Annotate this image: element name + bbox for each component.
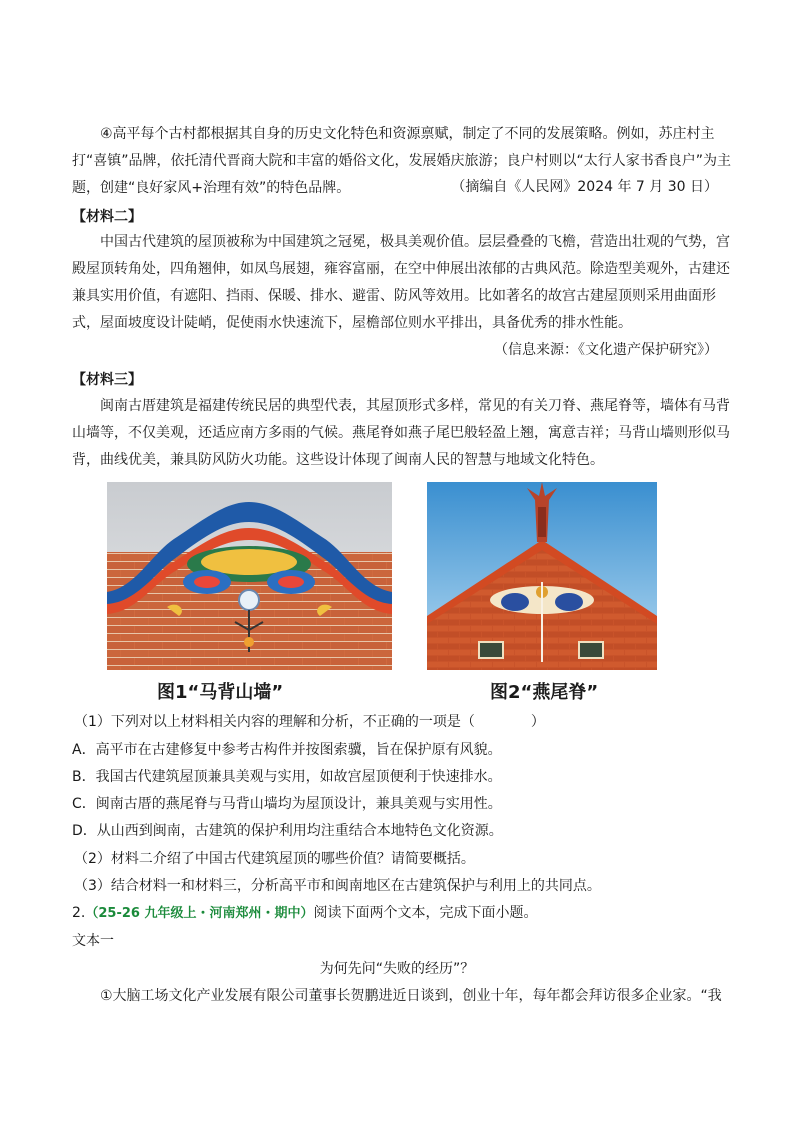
question-3: （3）结合材料一和材料三，分析高平市和闽南地区在古建筑保护与利用上的共同点。 [74, 878, 601, 894]
option-b: B．我国古代建筑屋顶兼具美观与实用，如故宫屋顶便利于快速排水。 [72, 769, 502, 785]
article-title: 为何先问“失败的经历”？ [319, 961, 475, 977]
figure-2-image [427, 482, 657, 670]
paragraph-intro: ④高平每个古村都根据其自身的历史文化特色和资源禀赋，制定了不同的发展策略。例如，苏庄村主打“喜镇”品牌，依托清代晋商大院和丰富的婚俗文化，发展婚庆旅游；良户村则以“太行人家书香良户”为主题，创建“良好家风+治理有效”的特色品牌。 [72, 126, 732, 196]
question-instruction: 阅读下面两个文本，完成下面小题。 [313, 905, 538, 921]
figure-2-caption: 图2“燕尾脊” [490, 682, 599, 703]
article-paragraph-1: ①大脑工场文化产业发展有限公司董事长贺鹏进近日谈到，创业十年，每年都会拜访很多企业家。“我 [100, 988, 722, 1004]
material2-heading: 【材料二】 [72, 209, 142, 225]
question-header [72, 903, 537, 924]
question-2: （2）材料二介绍了中国古代建筑屋顶的哪些价值？请简要概括。 [74, 851, 475, 867]
source-citation-1: （摘编自《人民网》2024 年 7 月 30 日） [451, 179, 718, 195]
material2-paragraph: 中国古代建筑的屋顶被称为中国建筑之冠冕，极具美观价值。层层叠叠的飞檐，营造出壮观的气势，宫殿屋顶转角处，四角翘伸，如凤鸟展翅，雍容富丽，在空中伸展出浓郁的古典风范。除造型美观外，古建还兼具实用价值，有遮阳、挡雨、保暖、排水、避雷、防风等效用。比如著名的故宫古建屋顶则采用曲面形式，屋面坡度设计陡峭，促使雨水快速流下，屋檐部位则水平排出，具备优秀的排水性能。 [72, 234, 730, 331]
question-source-tag: （25-26 九年级上・河南郑州・期中） [85, 906, 314, 921]
text1-label: 文本一 [72, 933, 114, 949]
option-c: C．闽南古厝的燕尾脊与马背山墙均为屋顶设计，兼具美观与实用性。 [72, 796, 502, 812]
question-number: 2. [72, 905, 86, 921]
material3-heading: 【材料三】 [72, 372, 142, 388]
figure-1-caption: 图1“马背山墙” [157, 682, 284, 703]
option-d: D．从山西到闽南，古建筑的保护利用均注重结合本地特色文化资源。 [72, 823, 503, 839]
material3-paragraph: 闽南古厝建筑是福建传统民居的典型代表，其屋顶形式多样，常见的有关刀脊、燕尾脊等，墙体有马背山墙等，不仅美观，还适应南方多雨的气候。燕尾脊如燕子尾巴般轻盈上翘，寓意吉祥；马背山墙则形似马背，曲线优美，兼具防风防火功能。这些设计体现了闽南人民的智慧与地域文化特色。 [72, 398, 730, 468]
question-1: （1）下列对以上材料相关内容的理解和分析，不正确的一项是（ ） [74, 714, 545, 730]
option-a: A．高平市在古建修复中参考古构件并按图索骥，旨在保护原有风貌。 [72, 742, 502, 758]
source-citation-2: （信息来源：《文化遗产保护研究》） [494, 342, 718, 358]
figure-1-image [107, 482, 392, 670]
